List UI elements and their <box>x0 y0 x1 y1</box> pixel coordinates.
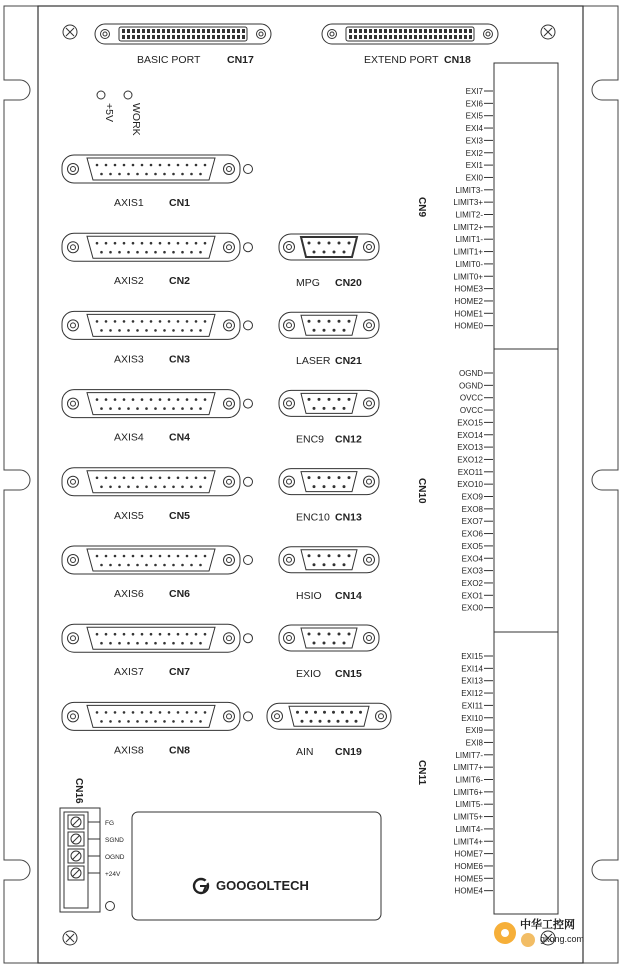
terminal-pin-label: EXI11 <box>461 701 483 711</box>
terminal-pin-label: EXI1 <box>465 161 483 171</box>
terminal-pin-label: HOME4 <box>454 886 483 896</box>
screw-icon <box>68 711 79 722</box>
terminal-pin-label: LIMIT3- <box>455 185 483 195</box>
screw-icon <box>284 633 295 644</box>
screw-icon <box>364 242 375 253</box>
terminal-pin-label: EXO9 <box>461 492 483 502</box>
screw-icon <box>224 164 235 175</box>
screw-icon <box>224 398 235 409</box>
terminal-pin-label: HOME6 <box>454 861 483 871</box>
terminal-pin-label: OGND <box>459 381 483 391</box>
screw-icon <box>284 320 295 331</box>
terminal-pin-label: LIMIT1+ <box>453 247 483 257</box>
terminal-pin-label: LIMIT0+ <box>453 272 483 282</box>
terminal-pin-label: EXO11 <box>457 467 483 477</box>
terminal-pin-label: EXO8 <box>461 504 483 514</box>
terminal-pin-label: EXO0 <box>461 603 483 613</box>
terminal-pin-label: LIMIT3+ <box>453 198 483 208</box>
db9-cn: CN20 <box>335 277 362 289</box>
mounting-rail-left <box>4 6 38 963</box>
axis-led <box>244 634 253 643</box>
terminal-pin-label: HOME3 <box>454 284 483 294</box>
terminal-pin-label: EXO3 <box>461 566 483 576</box>
axis-cn: CN7 <box>169 666 191 679</box>
terminal-pin-label: LIMIT4- <box>455 824 483 834</box>
axis-label: AXIS1 <box>114 197 144 209</box>
terminal-pin-label: LIMIT7+ <box>453 763 483 773</box>
led-5v-label: +5V <box>103 103 115 122</box>
power-pin-label: OGND <box>105 854 125 861</box>
terminal-cn-label: CN10 <box>416 478 427 504</box>
db9-label: ENC9 <box>296 433 325 446</box>
terminal-pin-label: EXI10 <box>461 713 483 723</box>
screw-icon <box>224 242 235 253</box>
terminal-pin-label: EXI4 <box>465 124 483 134</box>
db9-label: EXIO <box>296 668 322 680</box>
axis-led <box>244 399 253 408</box>
screw-icon <box>364 398 375 409</box>
axis-led <box>244 321 253 330</box>
terminal-pin-label: EXO13 <box>457 443 483 453</box>
screw-icon <box>68 242 79 253</box>
db9-label: ENC10 <box>296 511 330 524</box>
db9-label: MPG <box>296 277 320 289</box>
mounting-rail-right <box>583 6 618 963</box>
axis-led <box>244 243 253 252</box>
terminal-pin-label: HOME1 <box>454 309 483 319</box>
axis-cn: CN5 <box>169 509 191 522</box>
screw-icon <box>224 633 235 644</box>
terminal-pin-label: OGND <box>459 369 483 378</box>
screw-icon <box>224 555 235 566</box>
terminal-pin-label: EXI8 <box>465 738 483 748</box>
terminal-pin-label: EXI12 <box>461 689 483 699</box>
port-label: BASIC PORT <box>137 54 201 66</box>
axis-led <box>244 477 253 486</box>
screw-icon <box>364 476 375 487</box>
terminal-pin-label: EXI2 <box>465 148 483 158</box>
terminal-pin-label: EXI9 <box>465 726 483 736</box>
power-pin-label: FG <box>105 820 115 827</box>
terminal-pin-label: EXI15 <box>461 652 483 661</box>
db9-cn: CN21 <box>335 355 362 368</box>
db9-cn: CN19 <box>335 746 362 759</box>
terminal-pin-label: LIMIT7- <box>455 750 483 760</box>
db9-cn: CN12 <box>335 433 362 446</box>
axis-cn: CN6 <box>169 588 191 600</box>
axis-cn: CN1 <box>169 197 191 209</box>
power-led <box>106 902 115 911</box>
terminal-cn-label: CN11 <box>416 760 427 786</box>
terminal-pin-label: LIMIT5- <box>455 800 483 810</box>
logo-plate <box>132 812 381 920</box>
terminal-pin-label: EXO14 <box>457 430 483 440</box>
terminal-pin-label: LIMIT2+ <box>453 222 483 232</box>
terminal-pin-label: EXO1 <box>461 591 483 601</box>
power-cn-label: CN16 <box>73 778 84 804</box>
screw-icon <box>364 554 375 565</box>
terminal-pin-label: EXO6 <box>461 529 483 539</box>
terminal-pin-label: EXI6 <box>465 99 483 109</box>
terminal-pin-label: EXI0 <box>465 173 483 183</box>
screw-icon <box>364 320 375 331</box>
terminal-pin-label: EXI3 <box>465 136 483 146</box>
terminal-pin-label: EXI7 <box>465 87 483 96</box>
port-cn: CN18 <box>444 54 471 66</box>
power-pin-label: SGND <box>105 837 124 844</box>
screw-icon <box>376 711 387 722</box>
screw-icon <box>364 633 375 644</box>
screw-icon <box>68 164 79 175</box>
screw-icon <box>68 555 79 566</box>
terminal-pin-label: EXO15 <box>457 418 483 428</box>
screw-icon <box>101 30 110 39</box>
terminal-pin-label: LIMIT6- <box>455 775 483 785</box>
screw-icon <box>257 30 266 39</box>
watermark-line2: gkong.com <box>540 934 585 944</box>
terminal-pin-label: HOME0 <box>454 321 483 331</box>
axis-label: AXIS3 <box>114 353 144 366</box>
axis-label: AXIS2 <box>114 275 144 288</box>
terminal-pin-label: LIMIT0- <box>455 259 483 269</box>
axis-label: AXIS6 <box>114 588 144 600</box>
axis-label: AXIS8 <box>114 744 144 757</box>
port-cn: CN17 <box>227 54 254 66</box>
terminal-pin-label: EXO2 <box>461 578 483 588</box>
db9-label: LASER <box>296 355 331 368</box>
screw-icon <box>284 398 295 409</box>
terminal-pin-label: EXO4 <box>461 554 483 564</box>
terminal-pin-label: EXI5 <box>465 111 483 121</box>
screw-icon <box>224 711 235 722</box>
screw-icon <box>68 633 79 644</box>
terminal-pin-label: EXO10 <box>457 480 483 490</box>
axis-label: AXIS5 <box>114 509 144 522</box>
axis-cn: CN4 <box>169 431 191 444</box>
terminal-pin-label: LIMIT2- <box>455 210 483 220</box>
screw-icon <box>284 476 295 487</box>
terminal-pin-label: OVCC <box>459 406 483 416</box>
axis-label: AXIS4 <box>114 431 144 444</box>
db9-cn: CN15 <box>335 668 362 680</box>
db9-cn: CN14 <box>335 589 362 602</box>
terminal-pin-label: OVCC <box>459 393 483 403</box>
screw-icon <box>224 320 235 331</box>
axis-cn: CN8 <box>169 744 191 757</box>
terminal-pin-label: HOME2 <box>454 296 483 306</box>
terminal-pin-label: LIMIT6+ <box>453 787 483 797</box>
terminal-pin-label: HOME5 <box>454 874 483 884</box>
terminal-pin-label: EXI13 <box>461 676 483 686</box>
db9-label: HSIO <box>296 589 322 602</box>
brand-logo-text: GOOGOLTECH <box>216 878 309 893</box>
screw-icon <box>284 554 295 565</box>
screw-icon <box>284 242 295 253</box>
terminal-pin-label: LIMIT5+ <box>453 812 483 822</box>
screw-icon <box>272 711 283 722</box>
port-label: EXTEND PORT <box>364 54 439 66</box>
terminal-pin-label: EXO7 <box>461 517 483 527</box>
terminal-pin-label: HOME7 <box>454 849 483 859</box>
axis-label: AXIS7 <box>114 666 144 679</box>
power-pin-label: +24V <box>105 871 121 878</box>
axis-cn: CN2 <box>169 275 191 288</box>
screw-icon <box>224 476 235 487</box>
axis-cn: CN3 <box>169 353 191 366</box>
terminal-pin-label: EXO12 <box>457 455 483 465</box>
watermark-line1: 中华工控网 <box>520 919 575 931</box>
terminal-cn-label: CN9 <box>416 197 427 218</box>
terminal-pin-label: EXI14 <box>461 664 483 674</box>
led-work-label: WORK <box>130 103 142 136</box>
screw-icon <box>484 30 493 39</box>
terminal-pin-label: LIMIT1- <box>455 235 483 245</box>
terminal-pin-label: LIMIT4+ <box>453 837 483 847</box>
screw-icon <box>68 476 79 487</box>
screw-icon <box>68 320 79 331</box>
screw-icon <box>68 398 79 409</box>
axis-led <box>244 556 253 565</box>
axis-led <box>244 165 253 174</box>
screw-icon <box>328 30 337 39</box>
terminal-pin-label: EXO5 <box>461 541 483 551</box>
db9-label: AIN <box>296 746 314 759</box>
axis-led <box>244 712 253 721</box>
db9-cn: CN13 <box>335 511 362 524</box>
